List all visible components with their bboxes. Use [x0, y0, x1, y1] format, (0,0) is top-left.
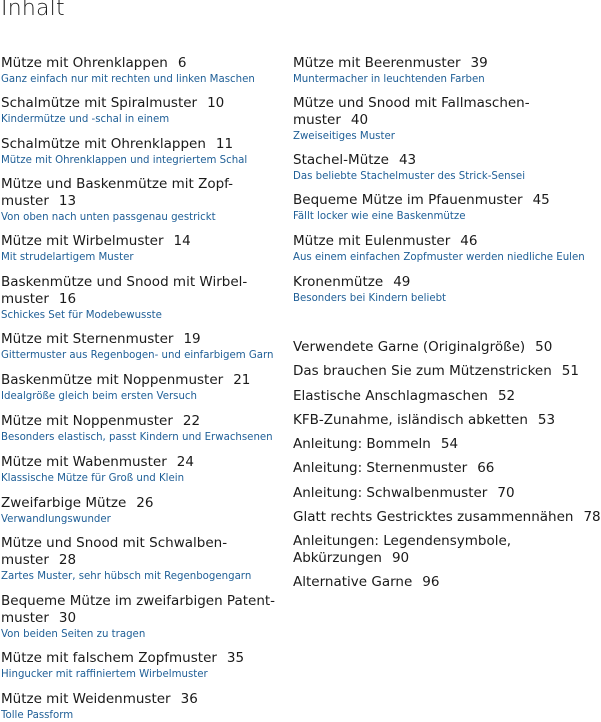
page-number: 36 — [180, 691, 198, 707]
toc-entry[interactable] — [1, 535, 251, 583]
entry-title-line — [1, 610, 275, 627]
page-number: 13 — [58, 193, 77, 209]
toc-entry[interactable] — [293, 339, 552, 356]
entry-subtitle: Fällt locker wie eine Baskenmütze — [293, 211, 466, 222]
entry-title-line — [293, 460, 494, 477]
entry-title: Schalmütze mit Ohrenklappen — [1, 136, 206, 152]
entry-subtitle: Muntermacher in leuchtenden Farben — [293, 74, 485, 85]
entry-title-line — [1, 193, 233, 210]
entry-title-line — [1, 535, 251, 552]
entry-subtitle: Mütze mit Ohrenklappen und integriertem Schal — [1, 155, 248, 166]
toc-entry[interactable] — [293, 233, 585, 264]
page-number: 6 — [177, 55, 187, 71]
entry-title-line — [293, 95, 530, 112]
entry-title-line — [293, 274, 446, 291]
entry-title-line — [293, 233, 585, 250]
page-number: 52 — [497, 388, 516, 404]
entry-title: Mütze mit falschem Zopfmuster — [1, 650, 217, 666]
page-number: 51 — [561, 363, 579, 379]
toc-entry[interactable] — [1, 691, 198, 722]
page-number: 53 — [537, 412, 556, 428]
entry-title: Anleitung: Schwalbenmuster — [293, 485, 488, 501]
entry-title: Bequeme Mütze im zweifarbigen Patent- — [1, 593, 276, 609]
entry-title-continued: Abkürzungen — [293, 550, 382, 566]
entry-title: Mütze mit Weidenmuster — [1, 691, 171, 707]
entry-title: Das brauchen Sie zum Mützenstricken — [293, 363, 552, 379]
page-number: 96 — [422, 574, 440, 590]
page-title: Inhalt — [1, 0, 65, 21]
entry-title-line — [293, 363, 579, 380]
page-number: 45 — [532, 192, 550, 208]
entry-subtitle: Klassische Mütze für Groß und Klein — [1, 473, 185, 484]
page-number: 70 — [497, 485, 515, 501]
toc-entry[interactable] — [293, 509, 601, 526]
entry-title: Stachel-Mütze — [293, 152, 389, 168]
entry-title-line — [1, 552, 251, 569]
entry-title: Glatt rechts Gestricktes zusammennähen — [293, 509, 574, 525]
page-number: 43 — [398, 152, 417, 168]
entry-title-line — [1, 95, 224, 112]
toc-entry[interactable] — [293, 274, 446, 305]
entry-subtitle: Aus einem einfachen Zopfmuster werden niedliche Eulen — [293, 252, 585, 263]
toc-entry[interactable] — [1, 176, 233, 224]
entry-title-line — [293, 192, 550, 209]
entry-title: Anleitung: Sternenmuster — [293, 460, 468, 476]
entry-subtitle: Von oben nach unten passgenau gestrickt — [1, 212, 216, 223]
toc-entry[interactable] — [293, 55, 488, 86]
entry-title-line — [1, 691, 198, 708]
toc-entry[interactable] — [293, 412, 555, 429]
entry-title-line — [293, 112, 530, 129]
entry-title-line — [1, 495, 153, 512]
page-number: 22 — [182, 413, 201, 429]
entry-title-line — [1, 274, 247, 291]
page-number: 14 — [173, 233, 191, 249]
entry-title-line — [293, 533, 511, 550]
entry-title-line — [1, 650, 244, 667]
entry-title-line — [1, 331, 274, 348]
toc-entry[interactable] — [293, 436, 458, 453]
entry-subtitle: Gittermuster aus Regenbogen- und einfarbigem Garn — [1, 350, 274, 361]
toc-entry[interactable] — [1, 495, 153, 526]
toc-entry[interactable] — [293, 192, 550, 223]
toc-entry[interactable] — [1, 136, 247, 167]
entry-subtitle: Das beliebte Stachelmuster des Strick-Sensei — [293, 171, 526, 182]
entry-title-continued: muster — [1, 291, 49, 307]
entry-title: Baskenmütze und Snood mit Wirbel- — [1, 274, 248, 290]
entry-title: Mütze mit Ohrenklappen — [1, 55, 168, 71]
entry-subtitle: Ganz einfach nur mit rechten und linken Maschen — [1, 74, 255, 85]
page-number: 54 — [440, 436, 459, 452]
entry-title-line — [1, 233, 191, 250]
entry-title: Mütze mit Wabenmuster — [1, 454, 167, 470]
entry-title-continued: muster — [293, 112, 341, 128]
entry-title: Mütze und Snood mit Schwalben- — [1, 535, 228, 551]
page-number: 28 — [58, 552, 77, 568]
entry-title: Verwendete Garne (Originalgröße) — [293, 339, 526, 355]
page-number: 90 — [391, 550, 410, 566]
entry-title: Mütze mit Wirbelmuster — [1, 233, 164, 249]
entry-title-line — [1, 372, 250, 389]
entry-title: Mütze mit Sternenmuster — [1, 331, 174, 347]
entry-title: Mütze mit Noppenmuster — [1, 413, 173, 429]
toc-entry[interactable] — [293, 95, 530, 143]
entry-title-line — [293, 152, 525, 169]
page-number: 26 — [136, 495, 154, 511]
toc-entry[interactable] — [1, 650, 244, 681]
toc-entry[interactable] — [293, 574, 439, 591]
entry-subtitle: Mit strudelartigem Muster — [1, 252, 134, 263]
toc-entry[interactable] — [293, 533, 511, 567]
entry-title: Mütze und Snood mit Fallmaschen- — [293, 95, 530, 111]
entry-title: Anleitungen: Legendensymbole, — [293, 533, 512, 549]
entry-title-line — [293, 339, 552, 356]
entry-title-line — [293, 509, 601, 526]
entry-title-line — [293, 412, 555, 429]
page-number: 66 — [477, 460, 495, 476]
page-number: 39 — [470, 55, 488, 71]
entry-subtitle: Idealgröße gleich beim ersten Versuch — [1, 391, 197, 402]
page-number: 10 — [207, 95, 225, 111]
entry-title-line — [1, 55, 255, 72]
toc-entry[interactable] — [293, 485, 515, 502]
page-number: 16 — [58, 291, 77, 307]
toc-entry[interactable] — [1, 95, 224, 126]
entry-title-continued: muster — [1, 610, 49, 626]
entry-title-line — [293, 574, 439, 591]
toc-entry[interactable] — [1, 454, 194, 485]
entry-title-line — [1, 136, 247, 153]
entry-subtitle: Besonders elastisch, passt Kindern und Erwachsenen — [1, 432, 273, 443]
page-number: 30 — [58, 610, 77, 626]
entry-title-line — [1, 176, 233, 193]
entry-title-line — [293, 485, 515, 502]
entry-subtitle: Zweiseitiges Muster — [293, 131, 395, 142]
page-number: 35 — [226, 650, 245, 666]
entry-title-line — [293, 436, 458, 453]
entry-subtitle: Tolle Passform — [1, 710, 74, 721]
entry-title: Mütze und Baskenmütze mit Zopf- — [1, 176, 234, 192]
toc-entry[interactable] — [293, 388, 515, 405]
toc-entry[interactable] — [293, 152, 525, 183]
entry-title-continued: muster — [1, 193, 49, 209]
toc-entry[interactable] — [1, 413, 273, 444]
entry-title: Kronenmütze — [293, 274, 384, 290]
entry-title: Schalmütze mit Spiralmuster — [1, 95, 198, 111]
entry-title-line — [1, 291, 247, 308]
entry-subtitle: Verwandlungswunder — [1, 514, 111, 525]
entry-subtitle: Von beiden Seiten zu tragen — [1, 629, 146, 640]
entry-title-line — [293, 388, 515, 405]
toc-entry[interactable] — [293, 460, 494, 477]
page-number: 46 — [460, 233, 478, 249]
entry-title: Anleitung: Bommeln — [293, 436, 431, 452]
entry-subtitle: Kindermütze und -schal in einem — [1, 114, 170, 125]
toc-entry[interactable] — [1, 593, 275, 641]
entry-title: Zweifarbige Mütze — [1, 495, 127, 511]
page-number: 24 — [176, 454, 194, 470]
entry-title-line — [293, 55, 488, 72]
page-number: 40 — [350, 112, 369, 128]
entry-subtitle: Zartes Muster, sehr hübsch mit Regenbogengarn — [1, 571, 252, 582]
entry-title-line — [1, 593, 275, 610]
entry-subtitle: Schickes Set für Modebewusste — [1, 310, 162, 321]
page-number: 21 — [233, 372, 251, 388]
entry-title-line — [1, 413, 273, 430]
entry-title: Mütze mit Beerenmuster — [293, 55, 461, 71]
toc-entry[interactable] — [1, 331, 274, 362]
entry-title: KFB-Zunahme, isländisch abketten — [293, 412, 528, 428]
entry-subtitle: Besonders bei Kindern beliebt — [293, 293, 447, 304]
toc-entry[interactable] — [1, 274, 247, 322]
entry-title: Alternative Garne — [293, 574, 413, 590]
toc-entry[interactable] — [1, 233, 191, 264]
toc-entry[interactable] — [293, 363, 579, 380]
page-number: 78 — [583, 509, 601, 525]
entry-title: Baskenmütze mit Noppenmuster — [1, 372, 224, 388]
page-number: 50 — [535, 339, 553, 355]
toc-entry[interactable] — [1, 372, 250, 403]
entry-title: Bequeme Mütze im Pfauenmuster — [293, 192, 523, 208]
toc-entry[interactable] — [1, 55, 255, 86]
entry-title: Mütze mit Eulenmuster — [293, 233, 451, 249]
entry-subtitle: Hingucker mit raffiniertem Wirbelmuster — [1, 669, 208, 680]
entry-title-continued: muster — [1, 552, 49, 568]
page-number: 19 — [183, 331, 201, 347]
page-number: 49 — [393, 274, 411, 290]
entry-title: Elastische Anschlagmaschen — [293, 388, 488, 404]
entry-title-line — [1, 454, 194, 471]
entry-title-line — [293, 550, 511, 567]
page-number: 11 — [215, 136, 234, 152]
